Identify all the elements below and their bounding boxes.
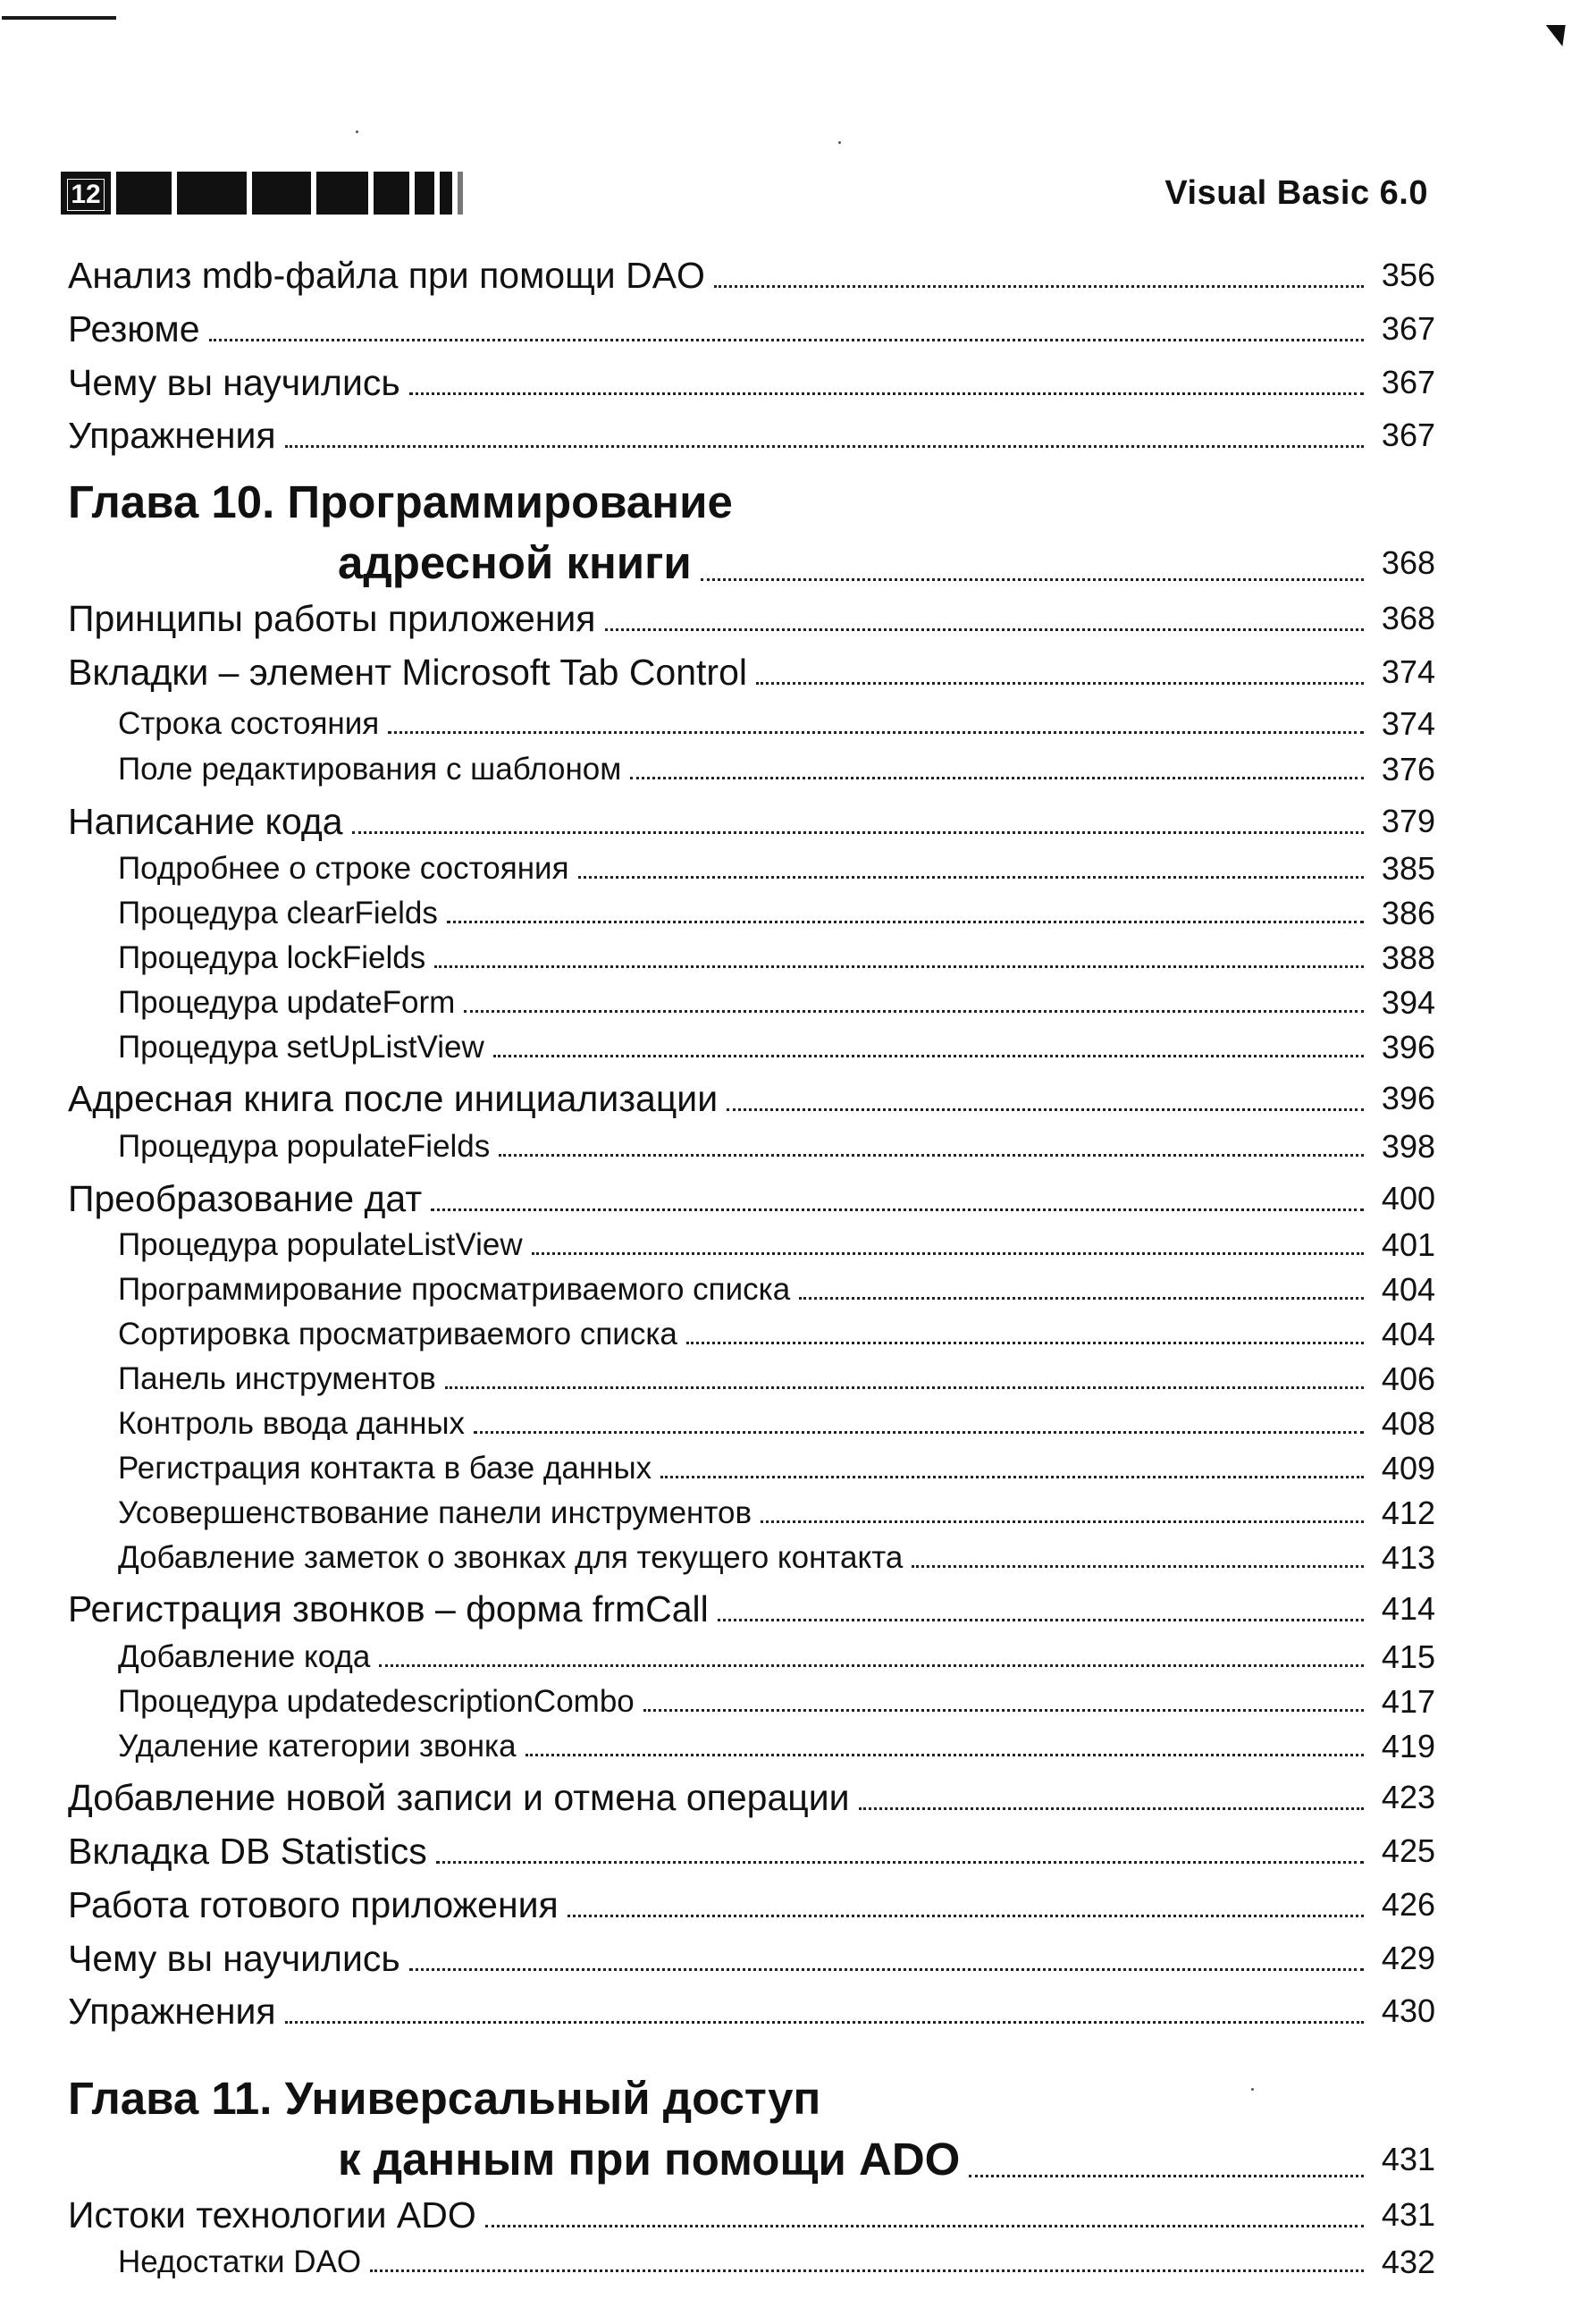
header-block [252, 172, 311, 215]
header-block [177, 172, 247, 215]
toc-entry-title: Чему вы научились [68, 362, 400, 403]
toc-entry-title: Недостатки DAO [118, 2244, 362, 2279]
toc-subentry [68, 1271, 1435, 1309]
toc-entry-page: 356 [1381, 257, 1435, 293]
toc-entry-page: 374 [1381, 705, 1435, 742]
toc-entry-title: Вкладки – элемент Microsoft Tab Control [68, 652, 747, 693]
toc-entry-page: 415 [1381, 1638, 1435, 1675]
toc-entry-title: Адресная книга после инициализации [68, 1078, 719, 1119]
leader-dots [532, 1252, 1364, 1255]
chapter-heading-row [338, 536, 1435, 590]
toc-entry-page: 429 [1381, 1940, 1435, 1976]
leader-dots [431, 1208, 1364, 1211]
toc-entry-page: 374 [1381, 653, 1435, 690]
toc-entry-title: Подробнее о строке состояния [118, 851, 569, 886]
toc-entry [68, 1830, 1435, 1873]
page-header [61, 172, 1428, 216]
toc-subentry [68, 984, 1435, 1022]
toc-entry-title: Процедура updateForm [118, 985, 456, 1020]
leader-dots [379, 1664, 1364, 1667]
toc-entry [68, 1883, 1435, 1926]
toc-entry-title: Процедура clearFields [118, 896, 438, 930]
toc-entry-title: Процедура setUpListView [118, 1030, 484, 1065]
toc-entry-title: Вкладка DB Statistics [68, 1831, 427, 1872]
toc-entry-page: 379 [1381, 803, 1435, 839]
toc-entry-title: Процедура populateListView [118, 1227, 523, 1262]
leader-dots [630, 777, 1364, 779]
leader-dots [727, 1108, 1364, 1111]
leader-dots [409, 1968, 1364, 1971]
toc-entry-page: 367 [1381, 310, 1435, 347]
toc-entry-page: 406 [1381, 1360, 1435, 1397]
leader-dots [643, 1709, 1364, 1712]
toc-subentry [68, 1495, 1435, 1532]
toc-entry-title: Регистрация звонков – форма frmCall [68, 1588, 709, 1629]
toc-entry [68, 597, 1435, 640]
leader-dots [434, 965, 1364, 968]
header-block [415, 172, 434, 215]
leader-dots [859, 1807, 1364, 1810]
toc-subentry [68, 895, 1435, 932]
header-decoration-blocks [116, 172, 463, 215]
toc-entry-title: Процедура lockFields [118, 940, 426, 975]
toc-entry-page: 388 [1381, 939, 1435, 976]
toc-entry-page: 417 [1381, 1683, 1435, 1720]
leader-dots [493, 1055, 1364, 1057]
leader-dots [409, 392, 1364, 395]
chapter-heading-row [338, 2133, 1435, 2186]
leader-dots [605, 628, 1365, 631]
toc-entry-page: 426 [1381, 1886, 1435, 1923]
toc-entry-title: Строка состояния [118, 706, 380, 741]
leader-dots [447, 921, 1364, 923]
toc-entry-page: 385 [1381, 850, 1435, 887]
toc-entry-title: Упражнения [68, 1991, 276, 2032]
chapter-page: 431 [1381, 2141, 1435, 2177]
toc-entry [68, 2193, 1435, 2236]
header-block [316, 172, 368, 215]
leader-dots [701, 578, 1364, 581]
toc-entry-page: 396 [1381, 1029, 1435, 1065]
toc-entry-title: Поле редактирования с шаблоном [118, 752, 622, 787]
toc-entry [68, 1937, 1435, 1980]
toc-entry-page: 367 [1381, 364, 1435, 400]
toc-entry-title: Преобразование дат [68, 1178, 423, 1219]
toc-entry-page: 432 [1381, 2244, 1435, 2280]
toc-subentry [68, 1683, 1435, 1721]
leader-dots [714, 285, 1364, 288]
toc-subentry [68, 850, 1435, 888]
scan-speck [1251, 2088, 1254, 2091]
scan-speck [838, 141, 841, 144]
leader-dots [686, 1342, 1364, 1344]
corner-mark-icon [1543, 25, 1565, 46]
toc-entry [68, 1587, 1435, 1630]
toc-entry [68, 414, 1435, 457]
toc-subentry [68, 1638, 1435, 1676]
toc-entry-page: 413 [1381, 1539, 1435, 1576]
toc-entry-page: 394 [1381, 984, 1435, 1021]
toc-entry [68, 1776, 1435, 1819]
running-title: Visual Basic 6.0 [1164, 174, 1428, 212]
chapter-heading-subtitle: адресной книги [338, 537, 692, 588]
toc-entry-title: Регистрация контакта в базе данных [118, 1451, 652, 1486]
toc-entry-title: Удаление категории звонка [118, 1729, 517, 1764]
header-block [116, 172, 172, 215]
top-edge-rule [2, 16, 116, 20]
toc-entry [68, 800, 1435, 843]
toc-entry-page: 414 [1381, 1590, 1435, 1627]
toc-entry-title: Упражнения [68, 415, 276, 456]
toc-entry-page: 408 [1381, 1405, 1435, 1442]
toc-entry-title: Написание кода [68, 801, 343, 842]
page-number-badge [61, 172, 111, 215]
leader-dots [969, 2175, 1364, 2177]
toc-entry-page: 412 [1381, 1495, 1435, 1531]
toc-entry-page: 396 [1381, 1080, 1435, 1116]
toc-entry-title: Сортировка просматриваемого списка [118, 1317, 677, 1351]
toc-entry-page: 425 [1381, 1832, 1435, 1869]
toc-entry-title: Принципы работы приложения [68, 598, 596, 639]
leader-dots [352, 831, 1364, 834]
leader-dots [578, 876, 1364, 879]
chapter-heading: Глава 10. Программирование [68, 476, 733, 527]
toc-subentry [68, 1226, 1435, 1264]
leader-dots [370, 2269, 1364, 2272]
toc-entry-page: 401 [1381, 1226, 1435, 1263]
toc-entry-page: 404 [1381, 1271, 1435, 1308]
toc-subentry [68, 1450, 1435, 1487]
toc-entry-page: 368 [1381, 600, 1435, 636]
toc-entry-title: Процедура populateFields [118, 1129, 491, 1164]
toc-entry-title: Чему вы научились [68, 1938, 400, 1979]
toc-subentry [68, 2244, 1435, 2281]
toc-entry [68, 1077, 1435, 1120]
leader-dots [388, 731, 1364, 734]
chapter-heading-subtitle: к данным при помощи ADO [338, 2134, 961, 2185]
toc-subentry [68, 705, 1435, 743]
toc-entry-page: 386 [1381, 895, 1435, 931]
toc-entry-page: 423 [1381, 1779, 1435, 1815]
toc-subentry [68, 1539, 1435, 1577]
toc-entry [68, 1177, 1435, 1220]
leader-dots [568, 1915, 1364, 1917]
toc-subentry [68, 1128, 1435, 1166]
toc-entry-page: 409 [1381, 1450, 1435, 1486]
toc-entry-title: Панель инструментов [118, 1361, 436, 1396]
toc-entry [68, 651, 1435, 694]
toc-entry [68, 361, 1435, 404]
leader-dots [445, 1386, 1364, 1389]
leader-dots [660, 1476, 1364, 1478]
toc-entry-title: Добавление заметок о звонках для текущего контакта [118, 1540, 904, 1575]
toc-entry-page: 367 [1381, 417, 1435, 453]
toc-entry-title: Резюме [68, 308, 200, 349]
leader-dots [761, 1520, 1364, 1523]
leader-dots [464, 1010, 1364, 1013]
toc-subentry [68, 1405, 1435, 1443]
leader-dots [285, 2021, 1364, 2024]
leader-dots [285, 445, 1364, 448]
toc-entry-page: 376 [1381, 751, 1435, 787]
toc-entry-page: 431 [1381, 2196, 1435, 2233]
toc-entry-page: 404 [1381, 1316, 1435, 1352]
toc-entry [68, 1990, 1435, 2033]
toc-entry-page: 400 [1381, 1180, 1435, 1217]
header-block [458, 172, 463, 215]
chapter-page: 368 [1381, 544, 1435, 581]
scan-speck [356, 131, 358, 133]
toc-entry-title: Усовершенствование панели инструментов [118, 1495, 752, 1530]
leader-dots [436, 1861, 1364, 1864]
chapter-heading: Глава 11. Универсальный доступ [68, 2073, 821, 2124]
toc-subentry [68, 751, 1435, 788]
toc-entry [68, 254, 1435, 297]
toc-entry-title: Процедура updatedescriptionCombo [118, 1684, 635, 1719]
toc-entry [68, 307, 1435, 350]
leader-dots [474, 1431, 1364, 1434]
header-block [374, 172, 409, 215]
toc-entry-title: Добавление новой записи и отмена операции [68, 1777, 850, 1818]
toc-subentry [68, 1029, 1435, 1066]
toc-entry-page: 419 [1381, 1728, 1435, 1764]
toc-subentry [68, 1728, 1435, 1765]
toc-entry-title: Работа готового приложения [68, 1884, 559, 1925]
toc-subentry [68, 1316, 1435, 1353]
toc-subentry [68, 939, 1435, 977]
toc-entry-title: Добавление кода [118, 1639, 371, 1674]
toc-entry-page: 430 [1381, 1992, 1435, 2029]
page-number: 12 [67, 179, 104, 211]
leader-dots [912, 1565, 1364, 1568]
leader-dots [499, 1154, 1364, 1157]
leader-dots [718, 1619, 1364, 1621]
toc-subentry [68, 1360, 1435, 1398]
leader-dots [756, 682, 1364, 685]
leader-dots [799, 1297, 1364, 1300]
leader-dots [525, 1754, 1364, 1756]
toc-entry-page: 398 [1381, 1128, 1435, 1165]
toc-entry-title: Истоки технологии ADO [68, 2194, 476, 2236]
toc-entry-title: Программирование просматриваемого списка [118, 1272, 791, 1307]
leader-dots [485, 2225, 1364, 2227]
header-block [440, 172, 452, 215]
toc-entry-title: Контроль ввода данных [118, 1406, 466, 1441]
toc-entry-title: Анализ mdb-файла при помощи DAO [68, 255, 705, 296]
leader-dots [209, 339, 1364, 341]
